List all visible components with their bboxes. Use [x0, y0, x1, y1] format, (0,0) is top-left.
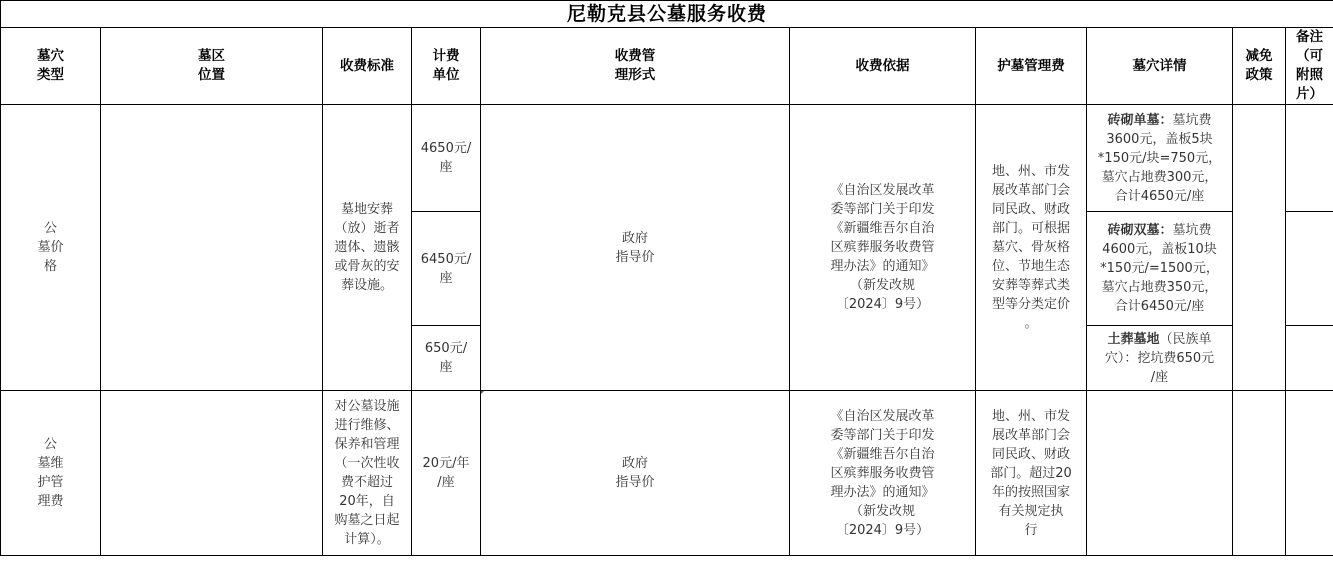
cell-unit: 6450元/ 座: [412, 212, 481, 326]
cell-detail-single-brick: [1087, 105, 1233, 212]
cell-maintenance-fee: 地、州、市发 展改革部门会 同民政、财政 部门。超过20 年的按照国家 有关规定执 行: [976, 391, 1087, 556]
cell-remarks: [1286, 326, 1333, 391]
cell-management-form: 政府 指导价: [481, 105, 790, 391]
detail-text: 墓坑费 3600元，盖板5块 *150元/块=750元， 墓穴占地费300元， 合计4650元/座: [1097, 112, 1222, 204]
cell-location: [101, 105, 323, 391]
header-basis: 收费依据: [790, 28, 976, 105]
cell-details: [1087, 391, 1233, 556]
cell-type: 公 墓维 护管 理费: [1, 391, 101, 556]
cell-detail-earth-burial: [1087, 326, 1233, 391]
cell-reduction: [1233, 105, 1286, 391]
header-remarks: 备注 （可 附照 片）: [1286, 28, 1333, 105]
header-reduction: 减免 政策: [1233, 28, 1286, 105]
detail-label: 砖砌双墓：: [1107, 223, 1173, 238]
cell-basis: 《自治区发展改革 委等部门关于印发 《新疆维吾尔自治 区殡葬服务收费管 理办法》的通知》 （新发改规 〔2024〕9号）: [790, 391, 976, 556]
table-row: [1, 105, 1333, 212]
header-unit: 计费 单位: [412, 28, 481, 105]
detail-text: （民族单 穴）：挖坑费650元 /座: [1104, 331, 1215, 385]
table-title: 尼勒克县公墓服务收费: [1, 1, 1333, 28]
detail-label: 土葬墓地: [1107, 331, 1160, 347]
cell-unit: 650元/ 座: [412, 326, 481, 391]
header-details: 墓穴详情: [1087, 28, 1233, 105]
cell-location: [101, 391, 323, 556]
cell-remarks: [1286, 105, 1333, 212]
detail-text: 墓坑费 4600元，盖板10块 *150元/=1500元， 墓穴占地费350元， 合计6450元/座: [1100, 223, 1219, 314]
cell-maintenance-fee: 地、州、市发 展改革部门会 同民政、财政 部门。可根据 墓穴、骨灰格 位、节地生态 安葬等葬式类 型等分类定价 。: [976, 105, 1087, 391]
table-row: [1, 391, 1333, 556]
cell-standard: 对公墓设施 进行维修、 保养和管理 （一次性收 费不超过 20年，自 购墓之日起 计算）。: [323, 391, 412, 556]
cell-standard: 墓地安葬 （放）逝者 遗体、遗骸 或骨灰的安 葬设施。: [323, 105, 412, 391]
cell-management-form: 政府 指导价: [481, 391, 790, 556]
cell-reduction: [1233, 391, 1286, 556]
cell-unit: 20元/年 /座: [412, 391, 481, 556]
header-location: 墓区 位置: [101, 28, 323, 105]
detail-label: 砖砌单墓：: [1107, 112, 1173, 128]
header-type: 墓穴 类型: [1, 28, 101, 105]
cell-type: 公 墓价 格: [1, 105, 101, 391]
cell-unit: 4650元/ 座: [412, 105, 481, 212]
cell-remarks: [1286, 391, 1333, 556]
cell-basis: 《自治区发展改革 委等部门关于印发 《新疆维吾尔自治 区殡葬服务收费管 理办法》的通知》 （新发改规 〔2024〕9号）: [790, 105, 976, 391]
header-standard: 收费标准: [323, 28, 412, 105]
header-maintenance-fee: 护墓管理费: [976, 28, 1087, 105]
cell-remarks: [1286, 212, 1333, 326]
header-row: [1, 28, 1333, 105]
cell-detail-double-brick: [1087, 212, 1233, 326]
header-management-form: 收费管 理形式: [481, 28, 790, 105]
